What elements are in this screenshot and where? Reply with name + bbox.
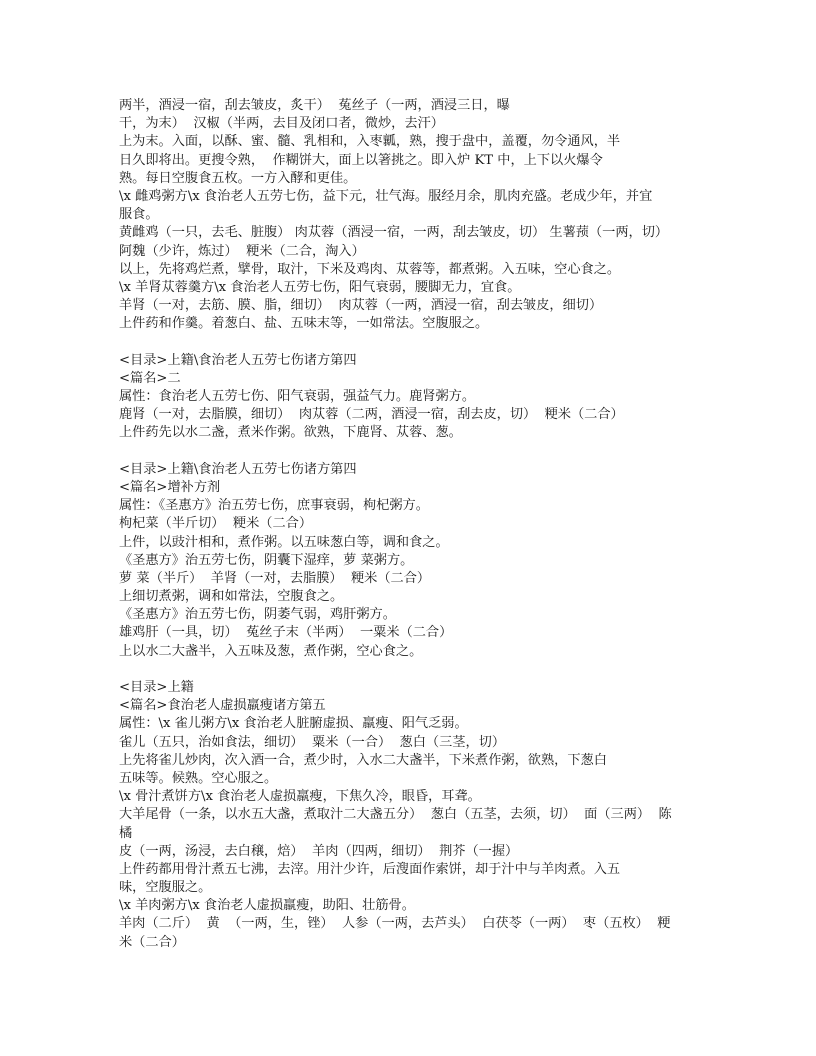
text-line: 服食。 [119,207,159,223]
text-line: 干，为末） 汉椒（半两，去目及闭口者，微炒，去汗） [119,116,444,132]
instructions-line: 上件药先以水二盏，煮米作粥。欲熟，下鹿肾、苁蓉、葱。 [119,425,462,441]
catalog-line: <目录>上籍\食治老人五劳七伤诸方第四 [119,352,357,368]
recipe-heading-line: 《圣惠方》治五劳七伤，阴萎气弱，鸡肝粥方。 [119,607,396,623]
instructions-line: 上先将雀儿炒肉，次入酒一合，煮少时，入水二大盏半，下米煮作粥，欲熟，下葱白 [119,752,607,768]
ingredients-line: 大羊尾骨（一条，以水五大盏，煮取汁二大盏五分） 葱白（五茎，去须，切） 面（三两） 陈 [119,807,672,823]
chapter-name-line: <篇名>增补方剂 [119,479,221,495]
ingredients-line: 米（二合） [119,934,185,950]
catalog-line: <目录>上籍\食治老人五劳七伤诸方第四 [119,461,357,477]
ingredients-line: 黄雌鸡（一只，去毛、脏腹） 肉苁蓉（酒浸一宿，一两，刮去皱皮，切） 生薯蓣（一两，切） [119,225,669,241]
ingredients-line: 雀儿（五只，治如食法，细切） 粟米（一合） 葱白（三茎，切） [119,734,506,750]
ingredients-line: 羊肾（一对，去筋、膜、脂，细切） 肉苁蓉（一两，酒浸一宿，刮去皱皮，细切） [119,298,603,314]
ingredients-line: 橘 [119,825,133,841]
instructions-line: 五味等。候熟。空心服之。 [119,770,278,786]
instructions-line: 上细切煮粥，调和如常法，空腹食之。 [119,589,344,605]
ingredients-line: 皮（一两，汤浸，去白穣，焙） 羊肉（四两，细切） 荆芥（一握） [119,843,519,859]
document-page [119,97,709,952]
instructions-line: 味，空腹服之。 [119,880,212,896]
catalog-line: <目录>上籍 [119,680,194,695]
blank-line [119,333,709,351]
instructions-line: 上件，以豉汁相和，煮作粥。以五味葱白等，调和食之。 [119,534,449,550]
instructions-line: 上件药和作羹。着葱白、盐、五味末等，一如常法。空腹服之。 [119,316,489,332]
recipe-heading-line: \x 雌鸡粥方\x 食治老人五劳七伤，益下元，壮气海。服经月余，肌肉充盛。老成少年，并宜 [119,188,653,204]
instructions-line: 上件药都用骨汁煮五七沸，去滓。用汁少许，后溲面作索饼，却于汁中与羊肉煮。入五 [119,861,621,877]
blank-line [119,443,709,461]
ingredients-line: 阿魏（少许，炼过） 粳米（二合，淘入） [119,243,365,259]
text-line: 日久即将出。更搜令熟， 作糊饼大，面上以箸挑之。即入炉 KT 中，上下以火爆令 [119,152,603,168]
recipe-heading-line: \x 骨汁煮饼方\x 食治老人虚损羸瘦，下焦久冷，眼昏，耳聋。 [119,789,481,805]
instructions-line: 上以水二大盏半，入五味及葱，煮作粥，空心食之。 [119,643,423,659]
chapter-name-line: <篇名>食治老人虚损羸瘦诸方第五 [119,698,326,714]
attribute-line: 属性：\x 雀儿粥方\x 食治老人脏腑虚损、羸瘦、阳气乏弱。 [119,716,468,732]
text-line: 上为末。入面，以酥、蜜、髓、乳相和，入枣瓤，熟，搜于盘中，盖覆，勿令通风，半 [119,134,621,150]
recipe-heading-line: \x 羊肾苁蓉羹方\x 食治老人五劳七伤，阳气衰弱，腰脚无力，宜食。 [119,279,521,295]
recipe-heading-line: \x 羊肉粥方\x 食治老人虚损羸瘦，助阳、壮筋骨。 [119,898,415,914]
ingredients-line: 萝 菜（半斤） 羊肾（一对，去脂膜） 粳米（二合） [119,570,431,586]
ingredients-line: 鹿肾（一对，去脂膜，细切） 肉苁蓉（二两，酒浸一宿，刮去皮，切） 粳米（二合） [119,407,624,423]
ingredients-line: 雄鸡肝（一具，切） 菟丝子末（半两） 一粟米（二合） [119,625,453,641]
blank-line [119,661,709,679]
ingredients-line: 枸杞菜（半斤切） 粳米（二合） [119,516,313,532]
instructions-line: 以上，先将鸡烂煮，擘骨，取汁，下米及鸡肉、苁蓉等，都煮粥。入五味，空心食之。 [119,261,621,277]
attribute-line: 属性：食治老人五劳七伤、阳气衰弱，强益气力。鹿肾粥方。 [119,389,476,404]
text-line: 两半，酒浸一宿，刮去皱皮，炙干） 菟丝子（一两，酒浸三日，曝 [119,98,510,113]
ingredients-line: 羊肉（二斤） 黄 （一两，生，锉） 人参（一两，去芦头） 白茯苓（一两） 枣（五枚） 粳 [119,916,671,932]
attribute-line: 属性：《圣惠方》治五劳七伤，庶事衰弱，枸杞粥方。 [119,498,429,514]
chapter-name-line: <篇名>二 [119,370,181,386]
text-line: 熟。每日空腹食五枚。一方入酵和更佳。 [119,170,357,186]
recipe-heading-line: 《圣惠方》治五劳七伤，阴囊下湿痒，萝 菜粥方。 [119,552,414,568]
